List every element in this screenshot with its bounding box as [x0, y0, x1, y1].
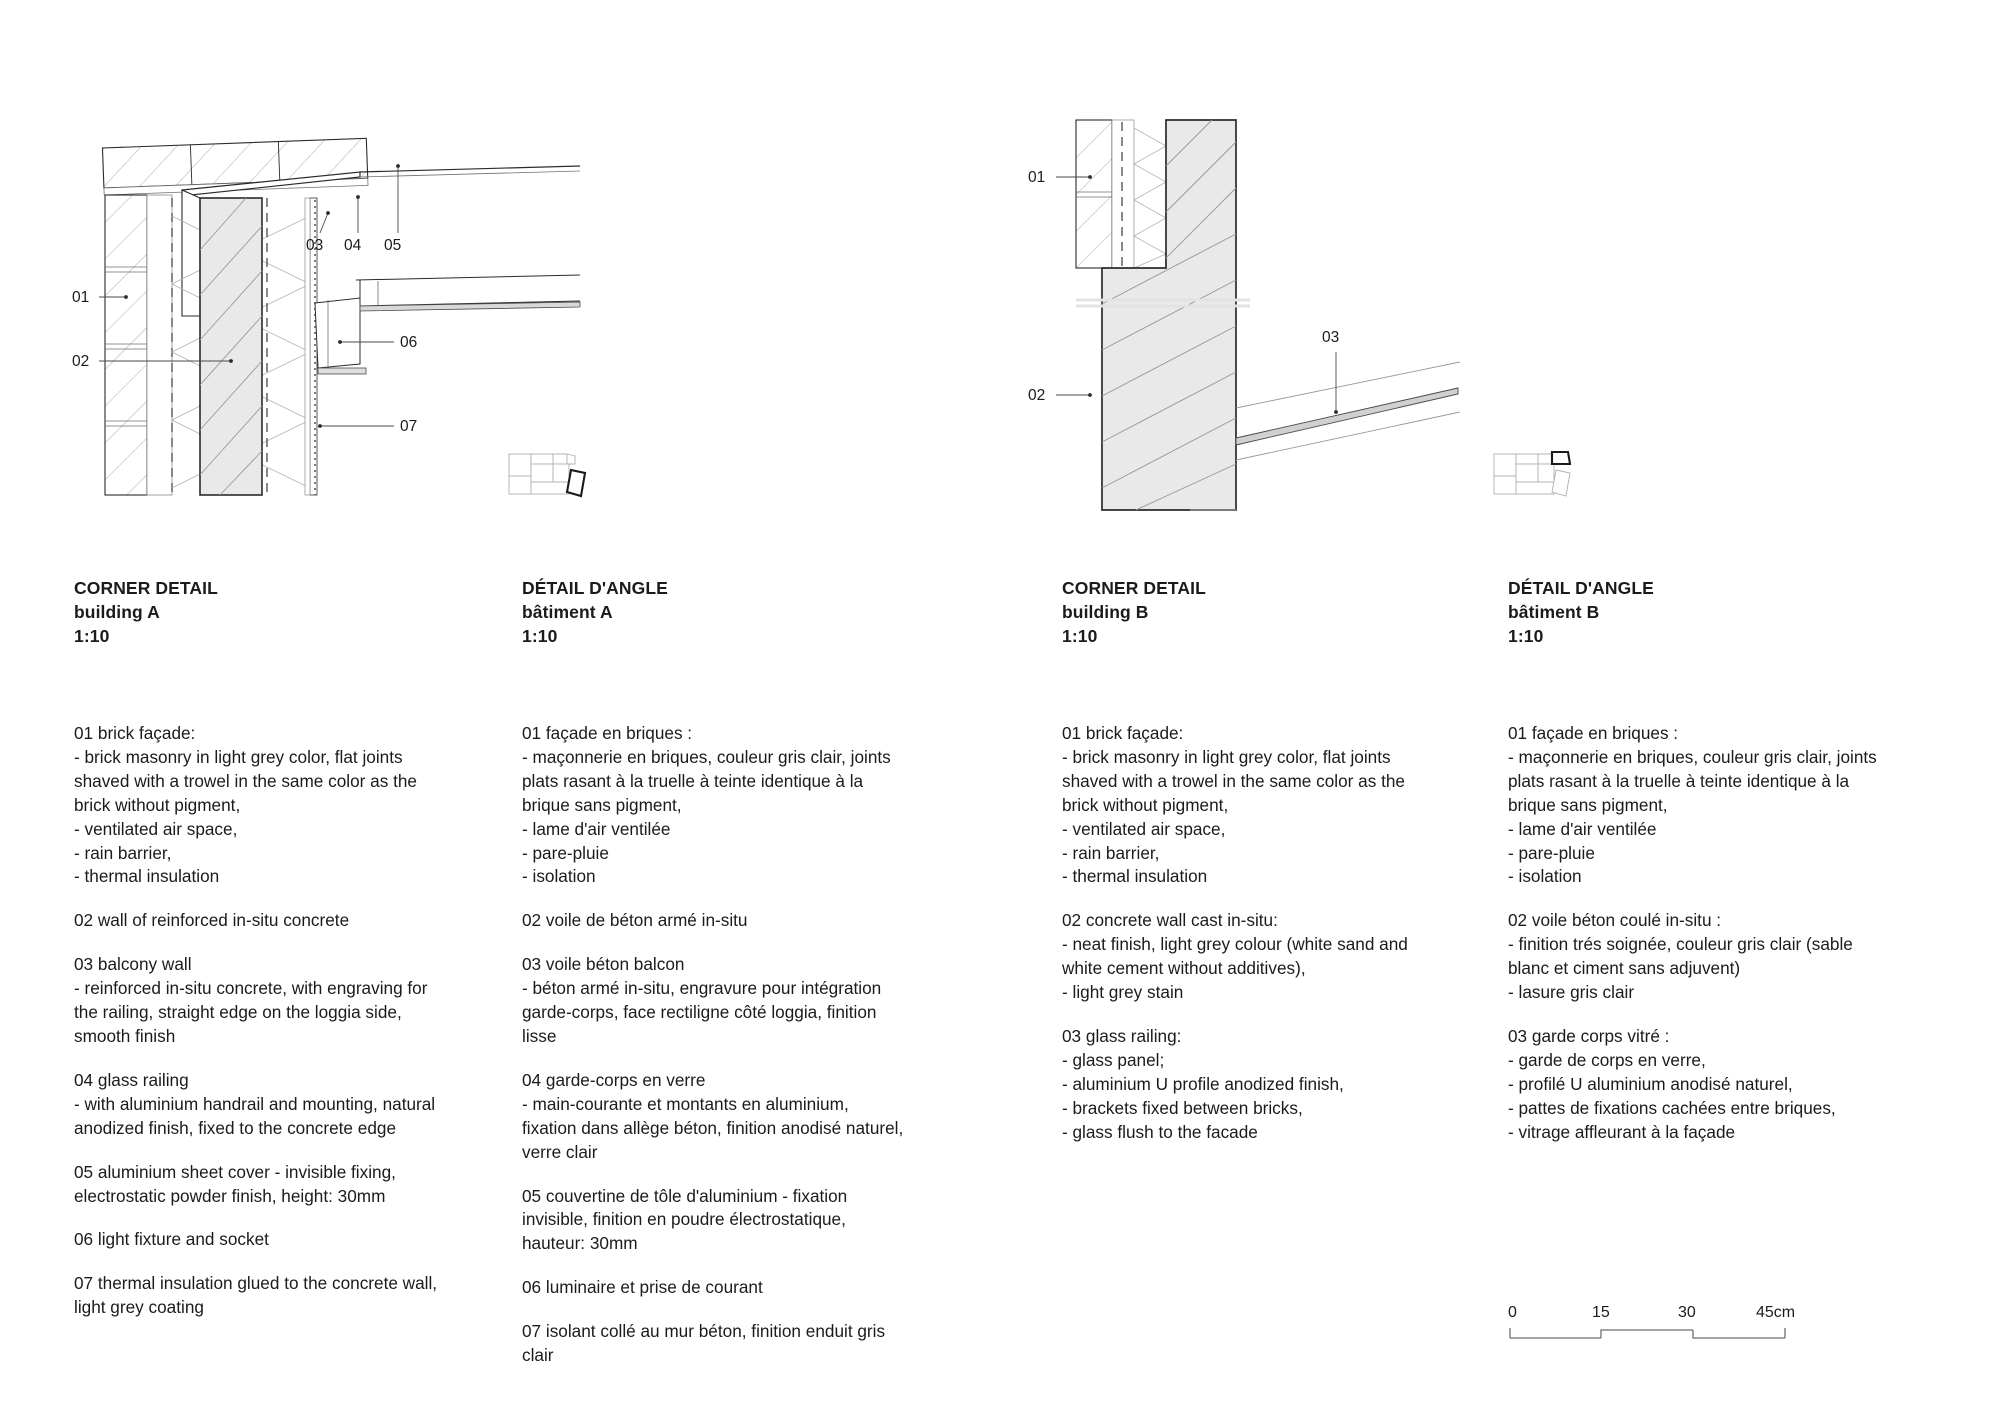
legend-line: brique sans pigment,: [1508, 794, 1668, 815]
legend-line: - reinforced in-situ concrete, with engraving for: [74, 978, 428, 999]
legend-line: clair: [522, 1345, 554, 1366]
scale-bar-graphic: [1508, 1326, 1808, 1346]
legend-line: brick without pigment,: [1062, 794, 1229, 815]
legend-line: - brackets fixed between bricks,: [1062, 1097, 1303, 1118]
legend-line: - pare-pluie: [522, 842, 609, 863]
legend-line: brick without pigment,: [74, 794, 241, 815]
legend-line: smooth finish: [74, 1025, 176, 1046]
legend-line: - béton armé in-situ, engravure pour intégration: [522, 978, 882, 999]
legend-line: fixation dans allège béton, finition anodisé naturel,: [522, 1117, 904, 1138]
legend-line: - brick masonry in light grey color, flat joints: [1062, 746, 1391, 767]
scale-tick-0: 0: [1508, 1304, 1517, 1321]
highlighted-block-a: [567, 470, 585, 496]
title-line-1: CORNER DETAIL: [1062, 578, 1206, 598]
legend-line: - neat finish, light grey colour (white sand and: [1062, 934, 1408, 955]
legend-line: 03 voile béton balcon: [522, 954, 685, 975]
key-plan-building-b: [1490, 440, 1580, 515]
callout-label-03-b: 03: [1322, 329, 1340, 346]
legend-line: - glass flush to the facade: [1062, 1121, 1258, 1142]
legend-line: - thermal insulation: [1062, 866, 1208, 887]
legend-building-a-fr: [522, 722, 937, 1368]
callout-label-07-a: 07: [400, 418, 418, 435]
callout-05-a: [396, 164, 400, 233]
title-scale: 1:10: [1062, 626, 1098, 647]
legend-line: 03 balcony wall: [74, 954, 192, 975]
legend-entry: [522, 953, 937, 1049]
legend-line: 04 garde-corps en verre: [522, 1069, 706, 1090]
legend-line: the railing, straight edge on the loggia side,: [74, 1002, 402, 1023]
legend-entry: [522, 1320, 937, 1368]
scale-bar: [1508, 1300, 1828, 1360]
title-line-2: bâtiment A: [522, 602, 613, 623]
callout-label-02-b: 02: [1028, 387, 1046, 404]
scale-tick-30: 30: [1678, 1304, 1696, 1321]
legend-entry: [522, 1276, 937, 1300]
callout-label-06-a: 06: [400, 334, 418, 351]
legend-line: 07 thermal insulation glued to the concrete wall,: [74, 1273, 438, 1294]
title-block-building-b-fr: [1508, 576, 1654, 648]
legend-line: - thermal insulation: [74, 866, 220, 887]
legend-line: hauteur: 30mm: [522, 1233, 638, 1254]
title-line-2: building A: [74, 602, 160, 623]
title-block-building-a-fr: [522, 576, 668, 648]
callout-03-b: [1334, 352, 1338, 414]
legend-line: - vitrage affleurant à la façade: [1508, 1121, 1736, 1142]
legend-line: - brick masonry in light grey color, flat joints: [74, 746, 403, 767]
legend-line: - ventilated air space,: [74, 818, 238, 839]
legend-line: 02 concrete wall cast in-situ:: [1062, 910, 1278, 931]
legend-entry: [74, 722, 489, 889]
legend-entry: [74, 909, 489, 933]
title-block-building-b-en: [1062, 576, 1206, 648]
title-line-1: DÉTAIL D'ANGLE: [1508, 578, 1654, 598]
legend-entry: [1508, 1025, 1923, 1145]
legend-line: - glass panel;: [1062, 1049, 1165, 1070]
callout-label-01-b: 01: [1028, 169, 1046, 186]
legend-line: 05 aluminium sheet cover - invisible fixing,: [74, 1161, 396, 1182]
air-cavity-b: [1112, 120, 1134, 268]
legend-line: light grey coating: [74, 1297, 204, 1318]
title-line-2: bâtiment B: [1508, 602, 1600, 623]
legend-building-a-en: [74, 722, 489, 1320]
legend-entry: [522, 722, 937, 889]
legend-line: - ventilated air space,: [1062, 818, 1226, 839]
legend-entry: [522, 1069, 937, 1165]
loggia-ceiling-and-fixture: [315, 298, 366, 374]
legend-line: - with aluminium handrail and mounting, natural: [74, 1093, 436, 1114]
title-scale: 1:10: [74, 626, 110, 647]
legend-entry: [522, 1185, 937, 1257]
title-scale: 1:10: [1508, 626, 1544, 647]
legend-line: - aluminium U profile anodized finish,: [1062, 1073, 1344, 1094]
legend-line: - lame d'air ventilée: [522, 818, 671, 839]
legend-entry: [1062, 722, 1477, 889]
callout-02-b: [1056, 393, 1092, 397]
legend-line: - pare-pluie: [1508, 842, 1595, 863]
highlighted-block-b: [1552, 452, 1570, 464]
callout-04-a: [356, 195, 360, 233]
legend-entry: [74, 953, 489, 1049]
legend-line: - maçonnerie en briques, couleur gris clair, joints: [1508, 746, 1877, 767]
title-line-2: building B: [1062, 602, 1149, 623]
legend-line: 07 isolant collé au mur béton, finition enduit gris: [522, 1321, 886, 1342]
legend-line: - light grey stain: [1062, 982, 1184, 1003]
callout-07-a: [318, 424, 394, 428]
legend-line: 01 brick façade:: [74, 723, 196, 743]
legend-line: 02 wall of reinforced in-situ concrete: [74, 910, 350, 931]
legend-line: 06 light fixture and socket: [74, 1229, 269, 1250]
legend-line: - pattes de fixations cachées entre briques,: [1508, 1097, 1836, 1118]
legend-line: shaved with a trowel in the same color as the: [74, 770, 417, 791]
legend-line: - lame d'air ventilée: [1508, 818, 1657, 839]
legend-line: 01 brick façade:: [1062, 723, 1184, 743]
callout-03-a: [320, 211, 330, 233]
legend-line: - profilé U aluminium anodisé naturel,: [1508, 1073, 1793, 1094]
legend-line: invisible, finition en poudre électrostatique,: [522, 1209, 846, 1230]
legend-line: - maçonnerie en briques, couleur gris clair, joints: [522, 746, 891, 767]
callout-label-03-a: 03: [306, 237, 324, 254]
legend-entry: [1508, 909, 1923, 1005]
legend-line: - garde de corps en verre,: [1508, 1049, 1706, 1070]
scale-bar-labels: [1508, 1300, 1828, 1322]
legend-line: plats rasant à la truelle à teinte identique à la: [522, 770, 864, 791]
legend-line: - isolation: [522, 866, 596, 887]
legend-entry: [74, 1272, 489, 1320]
legend-line: plats rasant à la truelle à teinte identique à la: [1508, 770, 1850, 791]
legend-line: blanc et ciment sans adjuvent): [1508, 958, 1741, 979]
title-line-1: CORNER DETAIL: [74, 578, 218, 598]
legend-line: 04 glass railing: [74, 1069, 189, 1090]
legend-building-b-en: [1062, 722, 1477, 1145]
legend-line: - main-courante et montants en aluminium,: [522, 1093, 849, 1114]
legend-entry: [522, 909, 937, 933]
key-plan-building-a: [505, 440, 595, 515]
legend-line: - isolation: [1508, 866, 1582, 887]
legend-line: verre clair: [522, 1141, 598, 1162]
legend-line: 05 couvertine de tôle d'aluminium - fixation: [522, 1185, 848, 1206]
title-scale: 1:10: [522, 626, 558, 647]
callout-label-02-a: 02: [72, 353, 90, 370]
legend-line: 03 glass railing:: [1062, 1025, 1182, 1046]
legend-line: brique sans pigment,: [522, 794, 682, 815]
wall-assembly-section: [105, 195, 317, 495]
title-block-building-a-en: [74, 576, 218, 648]
insulation-zone-b: [1134, 128, 1166, 268]
legend-entry: [1062, 909, 1477, 1005]
legend-line: 02 voile de béton armé in-situ: [522, 910, 748, 931]
legend-line: white cement without additives),: [1062, 958, 1306, 979]
legend-line: - finition trés soignée, couleur gris clair (sable: [1508, 934, 1853, 955]
scale-tick-45: 45cm: [1756, 1304, 1796, 1321]
legend-line: lisse: [522, 1025, 557, 1046]
callout-label-05-a: 05: [384, 237, 402, 254]
title-line-1: DÉTAIL D'ANGLE: [522, 578, 668, 598]
legend-line: shaved with a trowel in the same color as the: [1062, 770, 1405, 791]
brick-leaf-b: [1076, 120, 1112, 268]
legend-line: - lasure gris clair: [1508, 982, 1635, 1003]
legend-building-b-fr: [1508, 722, 1923, 1145]
legend-entry: [1508, 722, 1923, 889]
glass-railing-b: [1236, 362, 1460, 460]
legend-entry: [74, 1228, 489, 1252]
legend-line: 02 voile béton coulé in-situ :: [1508, 910, 1722, 931]
legend-line: 01 façade en briques :: [522, 723, 693, 743]
callout-label-04-a: 04: [344, 237, 362, 254]
scale-tick-15: 15: [1592, 1304, 1610, 1321]
legend-line: electrostatic powder finish, height: 30mm: [74, 1185, 386, 1206]
legend-line: - rain barrier,: [74, 842, 172, 863]
legend-entry: [74, 1069, 489, 1141]
legend-line: - rain barrier,: [1062, 842, 1160, 863]
legend-line: 01 façade en briques :: [1508, 723, 1679, 743]
legend-line: 03 garde corps vitré :: [1508, 1025, 1670, 1046]
legend-entry: [74, 1161, 489, 1209]
legend-line: 06 luminaire et prise de courant: [522, 1277, 763, 1298]
legend-entry: [1062, 1025, 1477, 1145]
legend-line: anodized finish, fixed to the concrete edge: [74, 1117, 397, 1138]
callout-label-01-a: 01: [72, 289, 90, 306]
legend-line: garde-corps, face rectiligne côté loggia, finition: [522, 1002, 877, 1023]
